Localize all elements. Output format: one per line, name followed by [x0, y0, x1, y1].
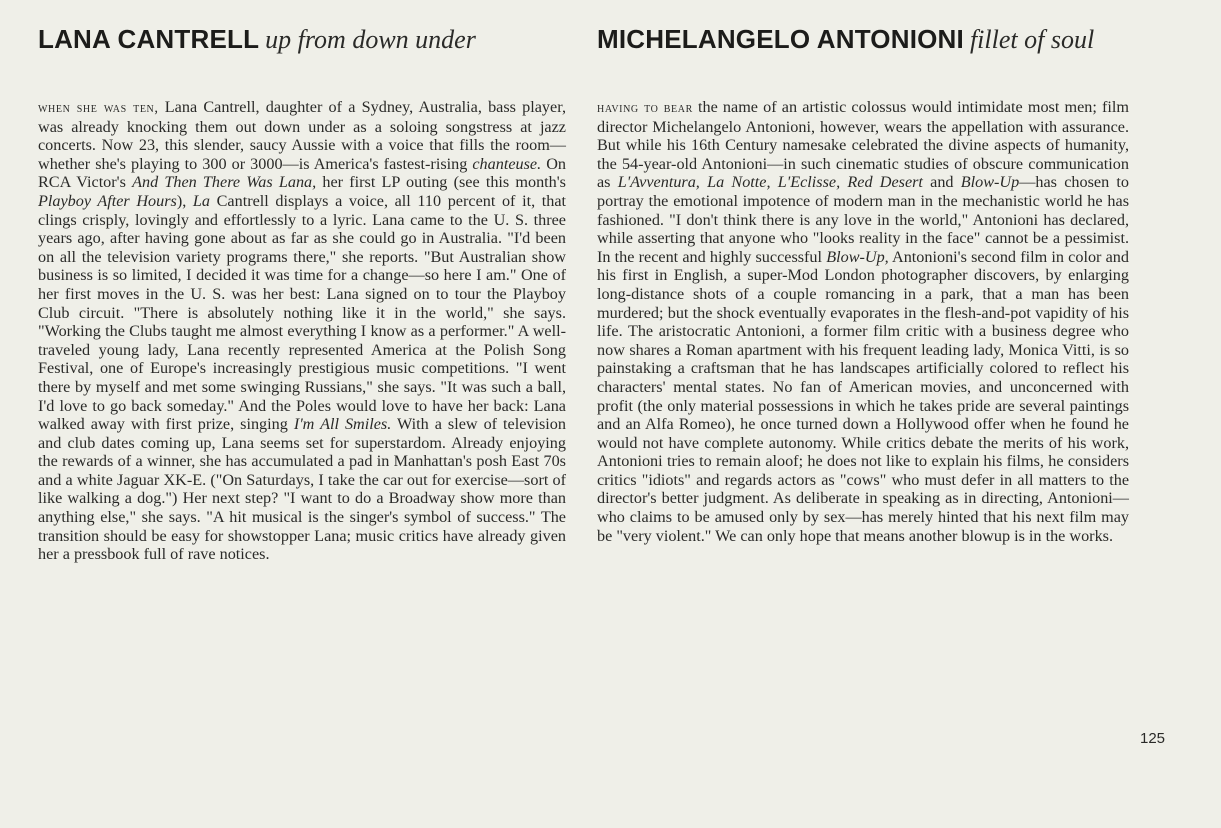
body-text: the name of an artistic colossus would intimidate most men; film director Michelangelo Antonioni, however, wears the appellation with assurance. But while his 16th Century namesake celebrated the divine aspects of humanity, the 54-year-old Antonioni—in such cinematic studies of obscure communication as	[597, 98, 1129, 192]
right-article-tagline: fillet of soul	[969, 25, 1095, 54]
right-article-name: MICHELANGELO ANTONIONI	[597, 24, 964, 54]
italic-text: Playboy After Hours	[38, 191, 177, 210]
body-text: her first LP outing (see this month's	[316, 173, 566, 192]
italic-text: Blow-Up	[960, 173, 1020, 192]
left-article-lead: when she was ten,	[38, 100, 159, 116]
italic-text: L'Avventura, La Notte, L'Eclisse, Red Desert	[617, 173, 923, 192]
body-text: Cantrell displays a voice, all 110 percent of it, that clings crisply, lovingly and effortlessly to a lyric. Lana came to the U. S. three years ago, after having gone about as far as she could go in Australia. "I'd been on all the television variety programs there," she reports. "But Australian show business is so limited, I decided it was time for a change—so here I am." One of her first moves in the U. S. was her best: Lana signed on to tour the Playboy Club circuit. "There is absolutely nothing like it in the world," she says. "Working the Clubs taught me almost everything I know as a performer." A well-traveled young lady, Lana recently represented America at the Polish Song Festival, one of Europe's increasingly prestigious music competitions. "I went there by myself and met some swinging Russians," she says. "It was such a ball, I'd love to go back someday." And the Poles would love to have her back: Lana walked away with first prize, singing	[38, 191, 567, 434]
right-article-lead: having to bear	[597, 100, 693, 116]
left-article	[38, 24, 566, 564]
body-text: Antonioni's second film in color and his first in English, a super-Mod London photographer discovers, by enlarging long-distance shots of a couple romancing in a park, that a man has been murdered; but the shock eventually evaporates in the flesh-and-pot vapidity of his life. The aristocratic Antonioni, a former film critic with a business degree who now shares a Roman apartment with his frequent leading lady, Monica Vitti, is so painstaking a craftsman that he has landscapes artificially colored to reflect his characters' mental states. No fan of American movies, and unconcerned with profit (the only material possessions in which he takes pride are several paintings and an Alfa Romeo), he once turned down a Hollywood offer when he found he would not have complete autonomy. While critics debate the merits of his work, Antonioni tries to remain aloof; he does not like to explain his films, he considers critics "idiots" and regards actors as "cows" who must defer in all matters to the director's better judgment. As deliberate in speaking as in directing, Antonioni—who claims to be amused only by sex—has merely hinted that his next film may be "very violent." We can only hope that means another blowup is in the works.	[597, 247, 1129, 545]
italic-text: I'm All Smiles.	[293, 415, 392, 434]
italic-text: And Then There Was Lana,	[132, 173, 317, 192]
left-article-name: LANA CANTRELL	[38, 24, 260, 54]
page-number: 125	[1140, 730, 1166, 747]
body-text: ),	[176, 191, 193, 210]
body-text: —has chosen to portray the emotional impotence of modern man in the mechanistic world he has fashioned. "I don't think there is any love in the world," Antonioni has declared, while asserting that anyone who "looks reality in the face" cannot be a pessimist. In the recent and highly successful	[597, 173, 1129, 266]
right-article-body	[597, 98, 1129, 545]
body-text: On RCA Victor's	[38, 154, 566, 192]
left-article-body	[38, 98, 566, 564]
body-text: With a slew of television and club dates coming up, Lana seems set for superstardom. Already enjoying the rewards of a winner, she has accumulated a pad in Manhattan's posh East 70s and a white Jaguar XK-E. ("On Saturdays, I take the car out for exercise—sort of like walking a dog.") Her next step? "I want to do a Broadway show more than anything else," she says. "A hit musical is the singer's symbol of success." The transition should be easy for showstopper Lana; music critics have already given her a pressbook full of rave notices.	[38, 415, 566, 564]
right-article	[597, 24, 1129, 545]
right-article-headline	[597, 24, 1129, 60]
body-text: and	[922, 173, 961, 192]
italic-text: chanteuse.	[472, 154, 542, 173]
body-text: Lana Cantrell, daughter of a Sydney, Australia, bass player, was already knocking them out down under as a soloing songstress at jazz concerts. Now 23, this slender, saucy Aussie with a voice that fills the room—whether she's playing to 300 or 3000—is America's fastest-rising	[38, 98, 566, 173]
left-article-headline	[38, 24, 566, 60]
italic-text: La	[192, 191, 211, 210]
left-article-tagline: up from down under	[265, 25, 476, 54]
italic-text: Blow-Up,	[826, 247, 889, 266]
